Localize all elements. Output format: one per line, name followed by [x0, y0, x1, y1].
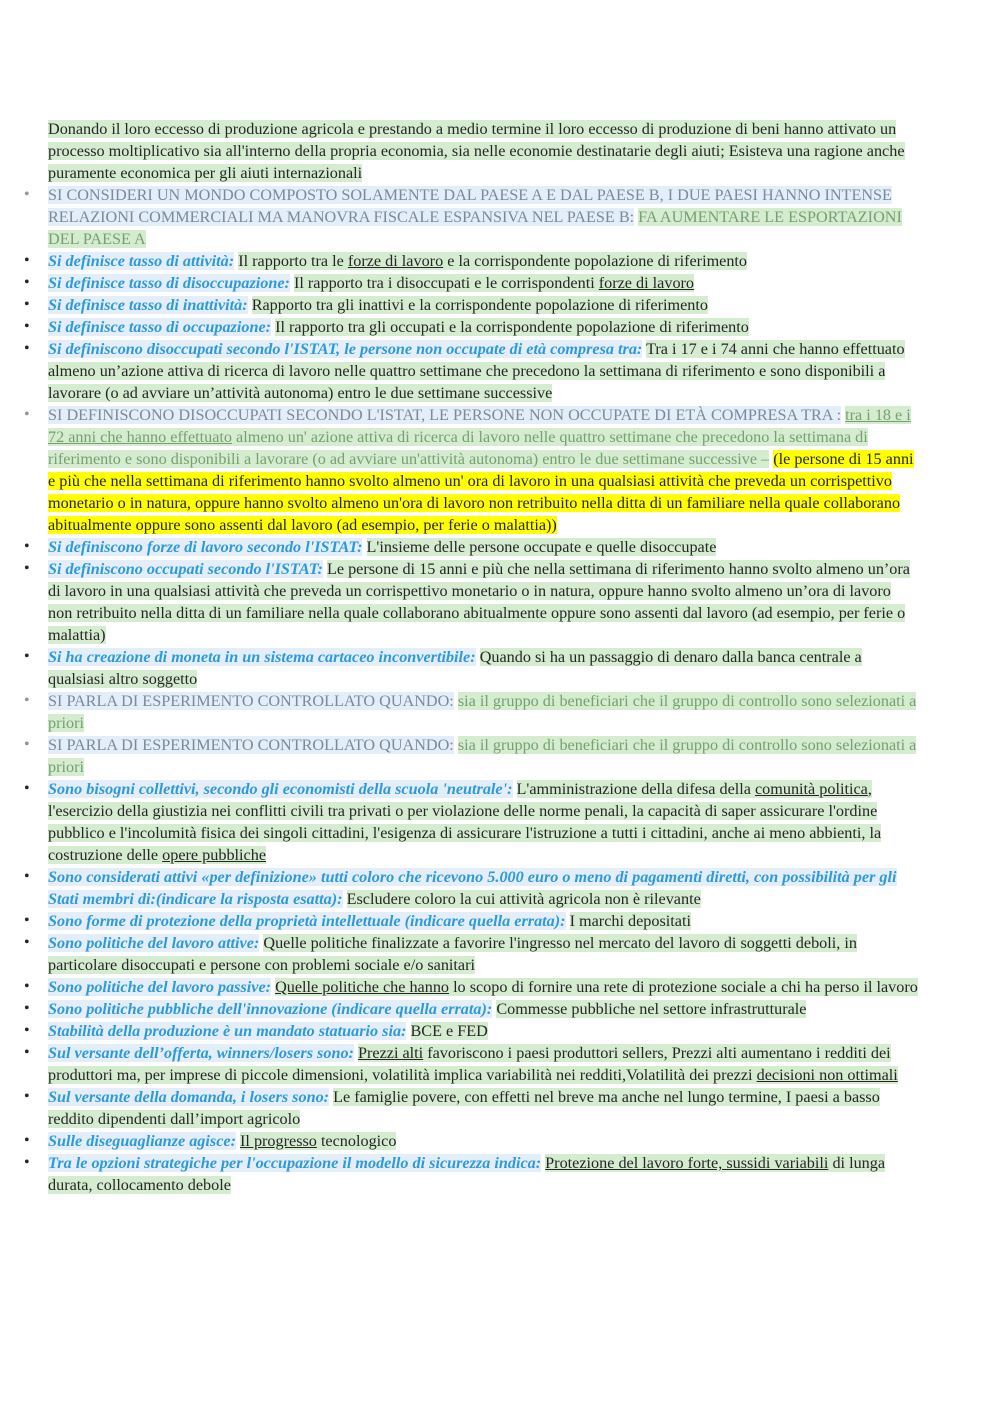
- list-item: • Si definiscono forze di lavoro secondo l'ISTAT: L'insieme delle persone occupate e quelle disoccupate: [0, 536, 918, 558]
- list-item: • Sulle diseguaglianze agisce: Il progresso tecnologico: [0, 1130, 918, 1152]
- list-item: • Sono forme di protezione della proprietà intellettuale (indicare quella errata): I marchi depositati: [0, 910, 918, 932]
- list-item: • Sono politiche del lavoro passive: Quelle politiche che hanno lo scopo di fornire una rete di protezione sociale a chi ha perso il lavoro: [0, 976, 918, 998]
- list-item: • SI DEFINISCONO DISOCCUPATI SECONDO L'ISTAT, LE PERSONE NON OCCUPATE DI ETÀ COMPRESA TRA : tra i 18 e i 72 anni che hanno effettuato almeno un' azione attiva di ricerca di lavoro nelle quattro settimane che precedono la settimana di riferimento e sono disponibili a lavorare (o ad avviare un'attività autonoma) entro le due settimane successive – (le persone di 15 anni e più che nella settimana di riferimento hanno svolto almeno un' ora di lavoro in una qualsiasi attività che preveda un corrispettivo monetario o in natura, oppure hanno svolto almeno un'ora di lavoro non retribuito nella ditta di un familiare nella quale collaborano abitualmente oppure sono assenti dal lavoro (ad esempio, per ferie o malattia)): [0, 404, 918, 536]
- list-item: • Si definisce tasso di occupazione: Il rapporto tra gli occupati e la corrispondente popolazione di riferimento: [0, 316, 918, 338]
- list-item: • Si definisce tasso di disoccupazione: Il rapporto tra i disoccupati e le corrispondenti forze di lavoro: [0, 272, 918, 294]
- list-item: • Si definiscono disoccupati secondo l'ISTAT, le persone non occupate di età compresa tra: Tra i 17 e i 74 anni che hanno effettuato almeno un’azione attiva di ricerca di lavoro nelle quattro settimane che precedono la settimana di riferimento e sono disponibili a lavorare (o ad avviare un’attività autonoma) entro le due settimane successive: [0, 338, 918, 404]
- list-item: • Sono politiche pubbliche dell'innovazione (indicare quella errata): Commesse pubbliche nel settore infrastrutturale: [0, 998, 918, 1020]
- document-page: [0, 118, 1000, 1196]
- list-item: • Sul versante della domanda, i losers sono: Le famiglie povere, con effetti nel breve ma anche nel lungo termine, I paesi a basso reddito dipendenti dall’import agricolo: [0, 1086, 918, 1130]
- list-item: • Si definisce tasso di inattività: Rapporto tra gli inattivi e la corrispondente popolazione di riferimento: [0, 294, 918, 316]
- list-item: • SI PARLA DI ESPERIMENTO CONTROLLATO QUANDO: sia il gruppo di beneficiari che il gruppo di controllo sono selezionati a priori: [0, 690, 918, 734]
- list-item: • Sul versante dell’offerta, winners/losers sono: Prezzi alti favoriscono i paesi produttori sellers, Prezzi alti aumentano i redditi dei produttori ma, per imprese di piccole dimensioni, volatilità implica variabilità nei redditi,Volatilità dei prezzi decisioni non ottimali: [0, 1042, 918, 1086]
- list-item: • SI CONSIDERI UN MONDO COMPOSTO SOLAMENTE DAL PAESE A E DAL PAESE B, I DUE PAESI HANNO INTENSE RELAZIONI COMMERCIALI MA MANOVRA FISCALE ESPANSIVA NEL PAESE B: FA AUMENTARE LE ESPORTAZIONI DEL PAESE A: [0, 184, 918, 250]
- list-item: • Stabilità della produzione è un mandato statuario sia: BCE e FED: [0, 1020, 918, 1042]
- intro-paragraph: Donando il loro eccesso di produzione agricola e prestando a medio termine il loro eccesso di produzione di beni hanno attivato un processo moltiplicativo sia all'interno della propria economia, sia nelle economie destinatarie degli aiuti; Esisteva una ragione anche puramente economica per gli aiuti internazionali: [48, 120, 905, 182]
- qa-list: [0, 184, 1000, 1196]
- list-item: • Si definisce tasso di attività: Il rapporto tra le forze di lavoro e la corrispondente popolazione di riferimento: [0, 250, 918, 272]
- list-item: • Sono bisogni collettivi, secondo gli economisti della scuola 'neutrale': L'amministrazione della difesa della comunità politica, l'esercizio della giustizia nei conflitti civili tra privati o per violazione delle norme penali, la capacità di saper assicurare l'ordine pubblico e l'incolumità fisica dei singoli cittadini, l'esigenza di assicurare l'istruzione a tutti i cittadini, anche ai meno abbienti, la costruzione delle opere pubbliche: [0, 778, 918, 866]
- list-item: • Si definiscono occupati secondo l'ISTAT: Le persone di 15 anni e più che nella settimana di riferimento hanno svolto almeno un’ora di lavoro in una qualsiasi attività che preveda un corrispettivo monetario o in natura, oppure hanno svolto almeno un’ora di lavoro non retribuito nella ditta di un familiare nella quale collaborano abitualmente oppure sono assenti dal lavoro (ad esempio, per ferie o malattia): [0, 558, 918, 646]
- list-item: • Sono considerati attivi «per definizione» tutti coloro che ricevono 5.000 euro o meno di pagamenti diretti, con possibilità per gli Stati membri di:(indicare la risposta esatta): Escludere coloro la cui attività agricola non è rilevante: [0, 866, 918, 910]
- list-item: • Sono politiche del lavoro attive: Quelle politiche finalizzate a favorire l'ingresso nel mercato del lavoro di soggetti deboli, in particolare disoccupati e persone con problemi sociale e/o sanitari: [0, 932, 918, 976]
- list-item: • SI PARLA DI ESPERIMENTO CONTROLLATO QUANDO: sia il gruppo di beneficiari che il gruppo di controllo sono selezionati a priori: [0, 734, 918, 778]
- list-item: • Tra le opzioni strategiche per l'occupazione il modello di sicurezza indica: Protezione del lavoro forte, sussidi variabili di lunga durata, collocamento debole: [0, 1152, 918, 1196]
- list-item: • Si ha creazione di moneta in un sistema cartaceo inconvertibile: Quando si ha un passaggio di denaro dalla banca centrale a qualsiasi altro soggetto: [0, 646, 918, 690]
